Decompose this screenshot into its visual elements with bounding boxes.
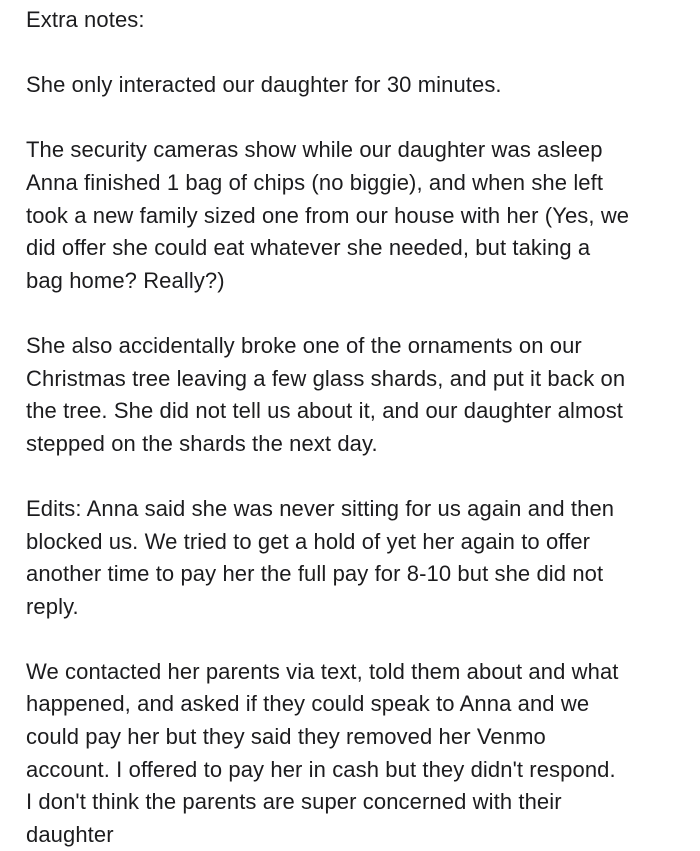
notes-heading: Extra notes: (26, 7, 145, 32)
paragraph-security-cameras: The security cameras show while our daughter was asleep Anna finished 1 bag of chips (no biggie), and when she left took a new family sized one from our house with her (Yes, we did offer she could eat whatever she needed, but taking a bag home? Really?) (26, 137, 630, 293)
paragraph-parents-contact: We contacted her parents via text, told them about and what happened, and asked if they could speak to Anna and we could pay her but they said they removed her Venmo account. I offered to pay her in cash but they didn't respond. I don't think the parents are super concerned with their daughter (26, 658, 619, 847)
paragraph-broken-ornament: She also accidentally broke one of the ornaments on our Christmas tree leaving a few glass shards, and put it back on the tree. She did not tell us about it, and our daughter almost stepped on the shards the next day. (26, 332, 626, 456)
paragraph-interaction-time: She only interacted our daughter for 30 minutes. (26, 72, 502, 98)
note-body (26, 0, 678, 851)
paragraph-edits: Edits: Anna said she was never sitting for us again and then blocked us. We tried to get a hold of yet her again to offer another time to pay her the full pay for 8-10 but she did not reply. (26, 495, 615, 619)
